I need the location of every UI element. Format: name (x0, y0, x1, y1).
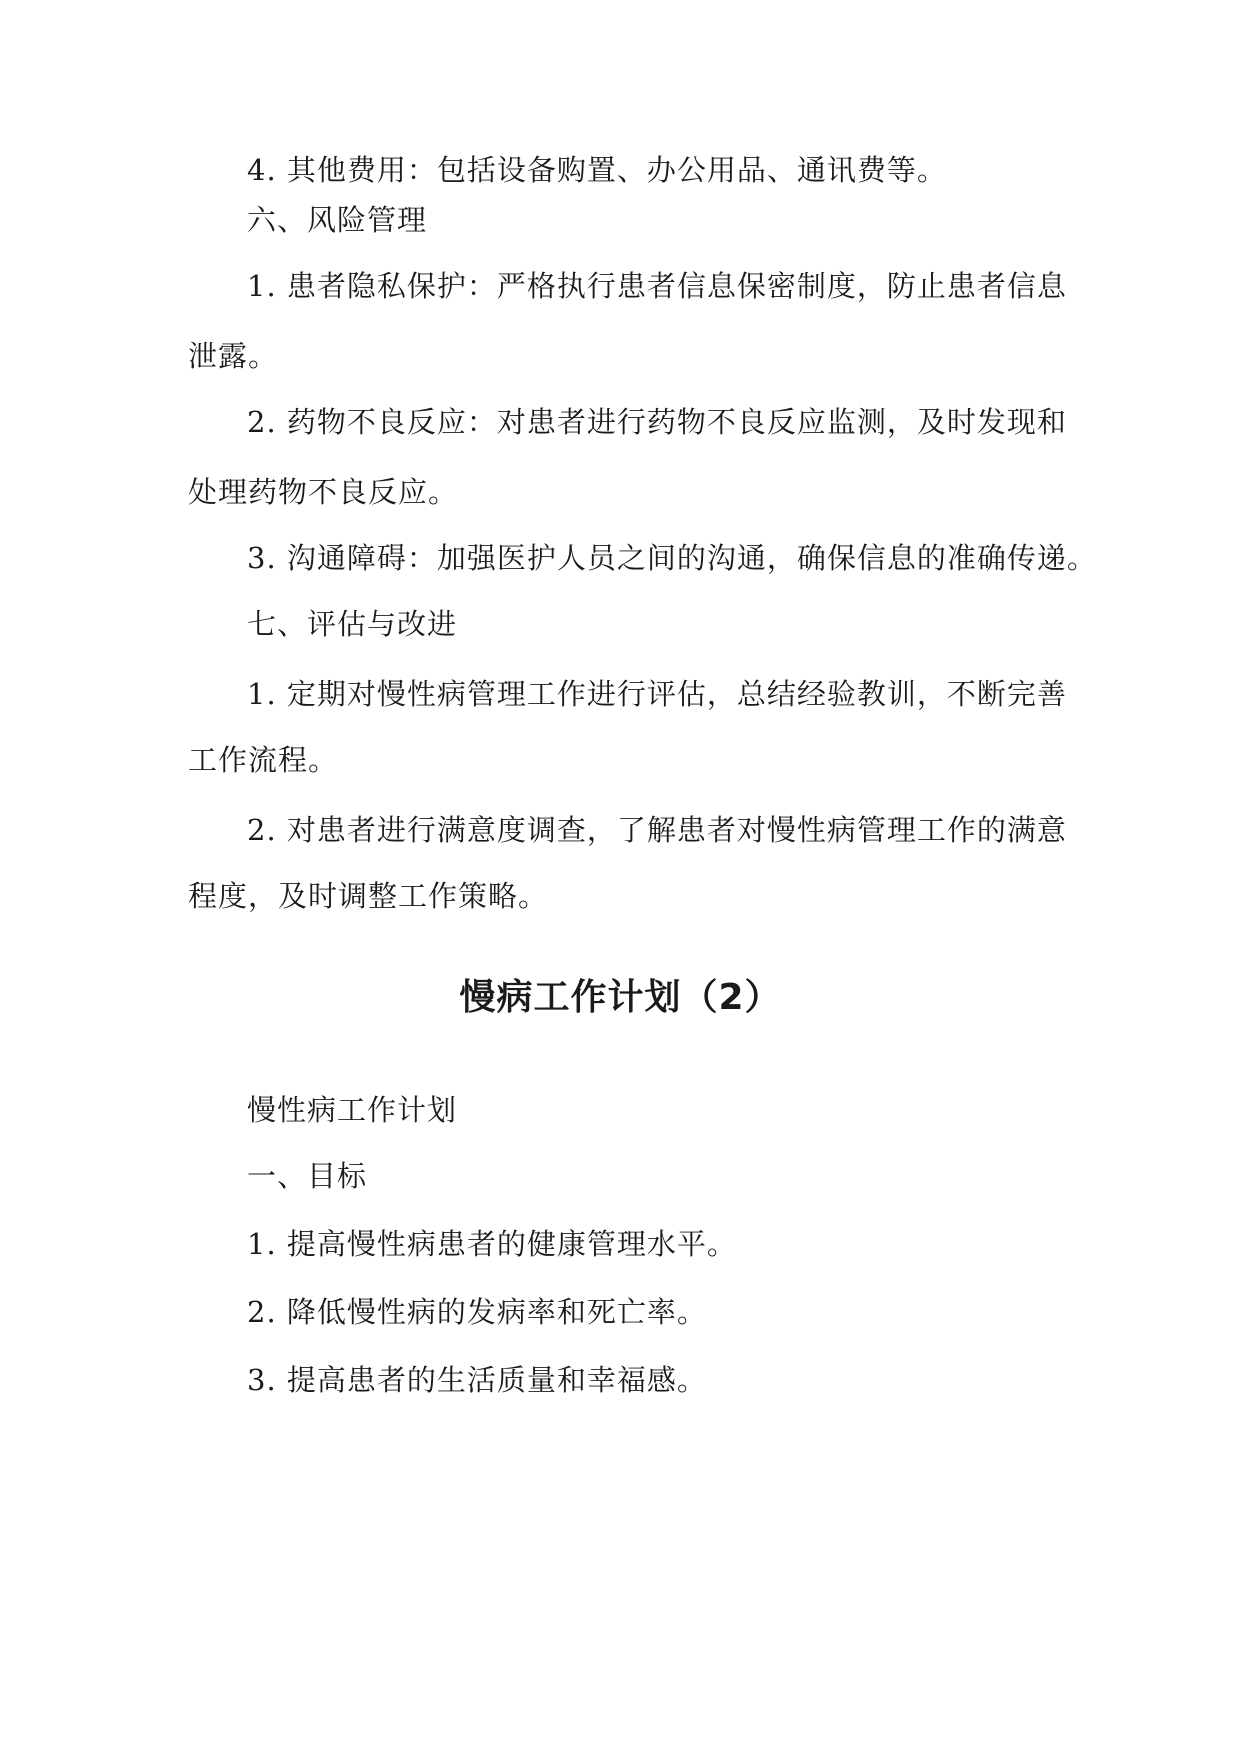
goal-item-3: 3. 提高患者的生活质量和幸福感。 (247, 1363, 707, 1397)
paragraph-adverse-reactions-cont: 处理药物不良反应。 (188, 475, 459, 509)
heading-risk-management: 六、风险管理 (247, 203, 428, 237)
paragraph-regular-evaluation-cont: 工作流程。 (188, 743, 339, 777)
paragraph-satisfaction-survey: 2. 对患者进行满意度调查，了解患者对慢性病管理工作的满意 (247, 813, 1067, 847)
heading-goals: 一、目标 (247, 1159, 368, 1193)
paragraph-communication-barrier: 3. 沟通障碍：加强医护人员之间的沟通，确保信息的准确传递。 (247, 541, 1097, 575)
heading-evaluation-improvement: 七、评估与改进 (247, 607, 458, 641)
goal-item-1: 1. 提高慢性病患者的健康管理水平。 (247, 1227, 737, 1261)
document-title: 慢病工作计划（2） (459, 977, 782, 1018)
goal-item-2: 2. 降低慢性病的发病率和死亡率。 (247, 1295, 707, 1329)
paragraph-other-costs: 4. 其他费用：包括设备购置、办公用品、通讯费等。 (247, 153, 947, 187)
subheading-chronic-disease-plan: 慢性病工作计划 (247, 1093, 458, 1127)
paragraph-privacy-protection: 1. 患者隐私保护：严格执行患者信息保密制度，防止患者信息 (247, 269, 1067, 303)
paragraph-adverse-reactions: 2. 药物不良反应：对患者进行药物不良反应监测，及时发现和 (247, 405, 1067, 439)
paragraph-satisfaction-survey-cont: 程度，及时调整工作策略。 (188, 879, 549, 913)
paragraph-regular-evaluation: 1. 定期对慢性病管理工作进行评估，总结经验教训，不断完善 (247, 677, 1067, 711)
paragraph-privacy-protection-cont: 泄露。 (188, 339, 279, 373)
